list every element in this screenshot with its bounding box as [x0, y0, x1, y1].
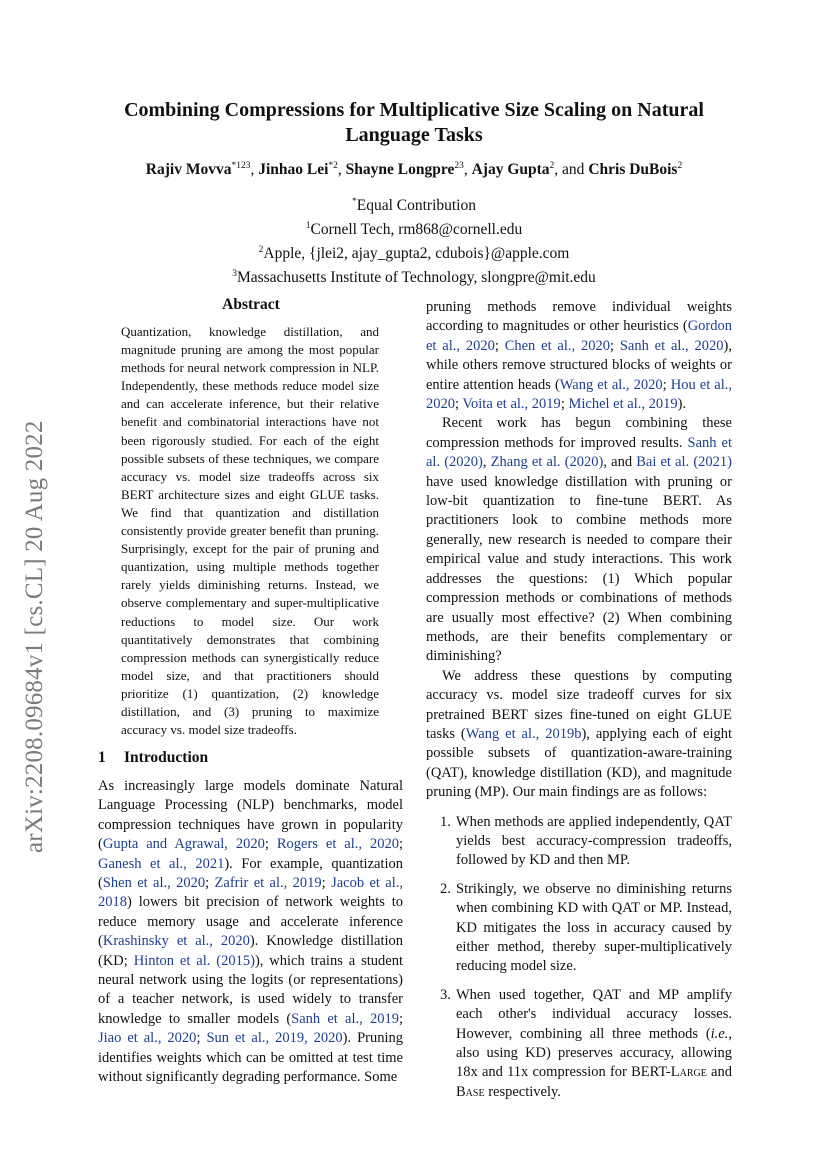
affiliation-line: *Equal Contribution — [351, 197, 476, 215]
citation-link[interactable]: Zafrir et al., 2019 — [214, 875, 322, 892]
citation-link[interactable]: Gordon et al., 2020 — [426, 318, 732, 354]
finding-item: 3. When used together, QAT and MP amplify each other's individual accuracy losses. However, combining all three methods (i.e., also using KD) preserves accuracy, allowing 18x and 11x compression for BERT-Large and Base respectively. — [440, 986, 732, 1100]
author: Jinhao Lei$^{*2}$ — [258, 161, 338, 179]
abstract-text: Quantization, knowledge distillation, and magnitude pruning are among the most popular methods for neural network compression in NLP. Independently, these methods reduce model size and can accelerate inference, but their relative benefit and combinatorial interactions have not been rigorously studied. For each of the eight possible subsets of these techniques, we compare accuracy vs. model size tradeoffs across six BERT architecture sizes and eight GLUE tasks. We find that quantization and distillation consistently provide greater benefit than pruning. Surprisingly, except for the pair of pruning and quantization, using multiple methods together rarely yields diminishing returns. Instead, we observe complementary and super-multiplicative reductions to model size. Our work quantitatively demonstrates that combining compression methods can synergistically reduce model size, and that practitioners should prioritize (1) quantization, (2) knowledge distillation, and (3) pruning to maximize accuracy vs. model size tradeoffs. — [121, 324, 379, 738]
citation-link[interactable]: Shen et al., 2020 — [102, 875, 206, 892]
citation-link[interactable]: Zhang et al. (2020) — [490, 454, 604, 471]
author-list: Rajiv Movva$^{*123}$, Jinhao Lei$^{*2}$, Shayne Longpre$^{23}$, Ajay Gupta$^2$, and Chris DuBois$^2$ — [145, 161, 683, 179]
intro-paragraph-3: Recent work has begun combining these compression methods for improved results. Sanh et al. (2020), Zhang et al. (2020), and Bai et al. (2021) have used knowledge distillation with pruning or low-bit quantization to fine-tune BERT. As practitioners look to combine methods more generally, new research is needed to compare their empirical value and study interactions. This work addresses the questions: (1) Which popular compression methods or combinations of methods are usually most effective? (2) When combining methods, are their benefits complementary or diminishing? — [426, 415, 733, 665]
paper-title: Combining Compressions for Multiplicative Size Scaling on Natural Language Tasks — [124, 99, 704, 146]
citation-link[interactable]: Sun et al., 2019, 2020 — [206, 1030, 343, 1047]
author: Shayne Longpre$^{23}$ — [345, 161, 464, 179]
citation-link[interactable]: Sanh et al. (2020) — [426, 434, 733, 471]
affiliation-line: $^2$Apple, {jlei2, ajay_gupta2, cdubois}@apple.com — [258, 245, 570, 263]
finding-item: 2. Strikingly, we observe no diminishing returns when combining KD with QAT or MP. Instead, KD mitigates the loss in accuracy caused by either method, thereby super-multiplicatively reducing model size. — [440, 880, 732, 975]
finding-number: 1. — [440, 813, 451, 830]
citation-link[interactable]: Gupta and Agrawal, 2020 — [102, 836, 265, 853]
citation-link[interactable]: Hinton et al. (2015) — [133, 952, 255, 969]
citation-link[interactable]: Wang et al., 2019b — [465, 725, 582, 742]
citation-link[interactable]: Chen et al., 2020 — [504, 337, 610, 354]
section-title: Introduction — [124, 749, 209, 766]
citation-link[interactable]: Wang et al., 2020 — [559, 376, 663, 393]
small-caps-text: Large — [670, 1064, 707, 1081]
finding-item: 1. When methods are applied independently, QAT yields best accuracy-compression tradeoffs, followed by KD and then MP. — [440, 813, 732, 869]
affiliation-line: $^3$Massachusetts Institute of Technology, slongpre@mit.edu — [232, 269, 596, 287]
arxiv-identifier: arXiv:2208.09684v1 [cs.CL] 20 Aug 2022 — [21, 420, 48, 853]
citation-link[interactable]: Sanh et al., 2020 — [619, 337, 724, 354]
citation-link[interactable]: Rogers et al., 2020 — [276, 836, 399, 853]
small-caps-text: Base — [456, 1083, 485, 1100]
italic-text: i.e. — [710, 1025, 729, 1042]
intro-paragraph-1: As increasingly large models dominate Natural Language Processing (NLP) benchmarks, model compression techniques have grown in popularity (Gupta and Agrawal, 2020; Rogers et al., 2020; Ganesh et al., 2021). For example, quantization (Shen et al., 2020; Zafrir et al., 2019; Jacob et al., 2018) lowers bit precision of network weights to reduce memory usage and accelerate inference (Krashinsky et al., 2020). Knowledge distillation (KD; Hinton et al. (2015)), which trains a student neural network using the logits (or representations) of a teacher network, is used widely to transfer knowledge to smaller models (Sanh et al., 2019; Jiao et al., 2020; Sun et al., 2019, 2020). Pruning identifies weights which can be omitted at test time without significantly degrading performance. Some — [98, 778, 404, 1086]
citation-link[interactable]: Ganesh et al., 2021 — [98, 855, 225, 872]
affiliations — [100, 192, 728, 289]
finding-number: 3. — [440, 986, 451, 1003]
section-heading-introduction — [98, 749, 208, 767]
citation-link[interactable]: Bai et al. (2021) — [636, 454, 732, 471]
citation-link[interactable]: Michel et al., 2019 — [568, 396, 678, 413]
section-number: 1 — [98, 749, 106, 766]
author: Chris DuBois$^2$ — [588, 161, 683, 179]
right-column — [426, 298, 732, 1111]
citation-link[interactable]: Sanh et al., 2019 — [291, 1010, 399, 1027]
citation-link[interactable]: Krashinsky et al., 2020 — [102, 933, 250, 950]
author-conjunction: and — [562, 161, 585, 179]
intro-paragraph-4: We address these questions by computing accuracy vs. model size tradeoff curves for six pretrained BERT sizes fine-tuned on eight GLUE tasks (Wang et al., 2019b), applying each of eight possible subsets of quantization-aware-training (QAT), knowledge distillation (KD), and magnitude pruning (MP). Our main findings are as follows: — [426, 667, 732, 801]
author: Ajay Gupta$^2$ — [471, 161, 555, 179]
citation-link[interactable]: Hou et al., 2020 — [426, 376, 732, 413]
intro-paragraph-2: pruning methods remove individual weights according to magnitudes or other heuristics (Gordon et al., 2020; Chen et al., 2020; Sanh et al., 2020), while others remove structured blocks of weights or entire attention heads (Wang et al., 2020; Hou et al., 2020; Voita et al., 2019; Michel et al., 2019). — [426, 299, 732, 413]
citation-link[interactable]: Jacob et al., 2018 — [98, 875, 403, 911]
citation-link[interactable]: Jiao et al., 2020 — [98, 1030, 197, 1047]
finding-number: 2. — [440, 880, 451, 897]
author: Rajiv Movva$^{*123}$ — [145, 161, 251, 179]
citation-link[interactable]: Voita et al., 2019 — [462, 396, 561, 413]
findings-list — [426, 813, 732, 1103]
abstract-heading: Abstract — [222, 296, 280, 313]
affiliation-line: $^1$Cornell Tech, rm868@cornell.edu — [305, 221, 523, 239]
